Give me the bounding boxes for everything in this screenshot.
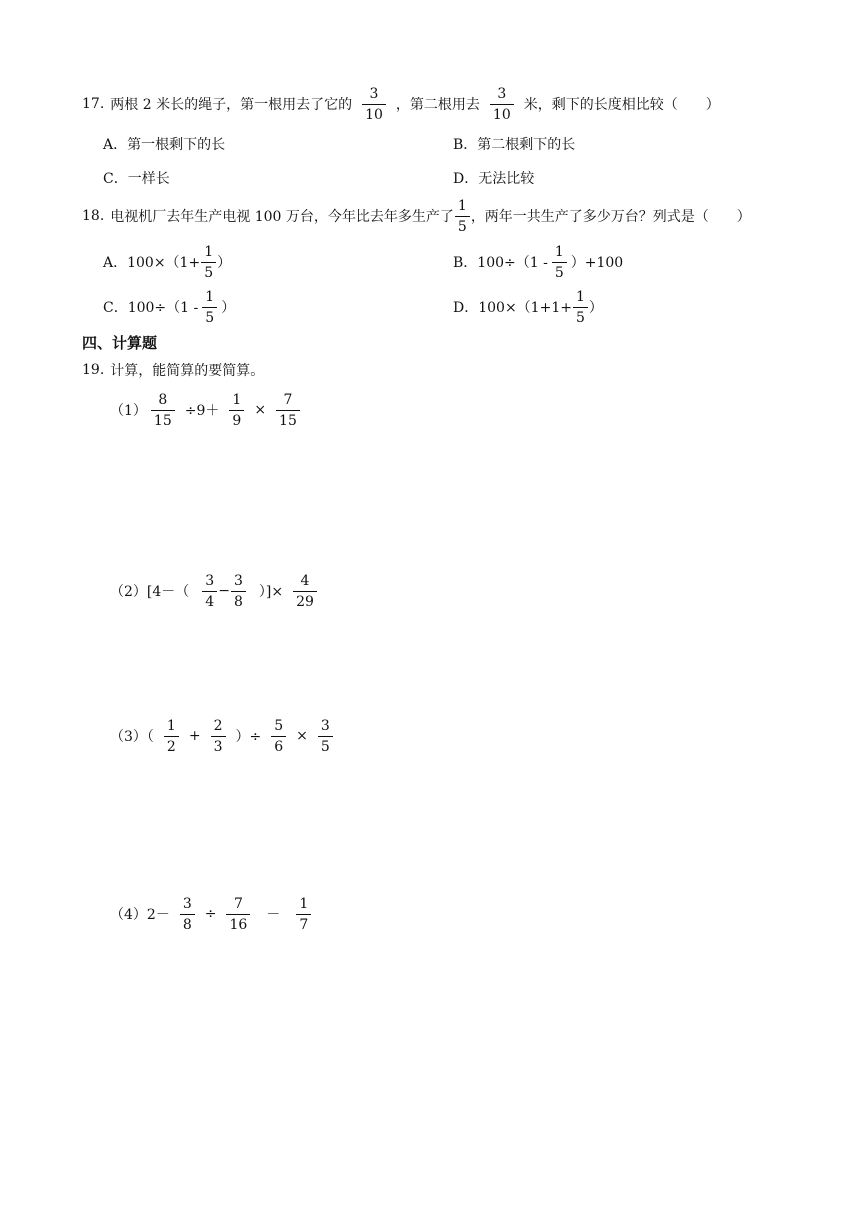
- question-18: [82, 196, 751, 236]
- fraction: $\frac{5}{6}$: [271, 719, 286, 754]
- question-number: 18.: [82, 208, 105, 224]
- fraction: $\frac{3}{4}$: [202, 574, 217, 609]
- option-d: D．100×（1+1+ $\frac{1}{5}$ ）: [453, 288, 603, 326]
- option-d: D．无法比较: [453, 171, 535, 187]
- question-text: ，第二根用去: [395, 97, 480, 113]
- fraction: $\frac{3}{8}$: [231, 574, 246, 609]
- option-b: B．100÷（1 - $\frac{1}{5}$ ）+100: [453, 243, 624, 281]
- fraction: $\frac{4}{29}$: [293, 574, 317, 609]
- fraction: $\frac{3}{10}$: [362, 87, 386, 122]
- fraction: $\frac{7}{16}$: [226, 897, 250, 932]
- section-heading: 四、计算题: [82, 334, 158, 352]
- fraction: $\frac{3}{8}$: [180, 897, 195, 932]
- fraction: $\frac{3}{10}$: [490, 87, 514, 122]
- fraction: $\frac{8}{15}$: [151, 393, 175, 428]
- problem-1: （1） $\frac{8}{15}$ ÷9＋ $\frac{1}{9}$ × $\frac{7}{15}$: [110, 390, 304, 430]
- fraction: $\frac{1}{7}$: [296, 897, 311, 932]
- fraction: $\frac{1}{5}$: [573, 290, 588, 325]
- fraction: $\frac{3}{5}$: [318, 719, 333, 754]
- fraction: $\frac{1}{5}$: [201, 245, 216, 280]
- question-17: [82, 84, 720, 124]
- fraction: $\frac{1}{5}$: [552, 245, 567, 280]
- question-number: 19.: [82, 362, 105, 378]
- problem-3: （3）（ $\frac{1}{2}$ + $\frac{2}{3}$ ）÷ $\frac{5}{6}$ × $\frac{3}{5}$: [110, 716, 337, 756]
- question-text: 电视机厂去年生产电视 100 万台，今年比去年多生产了: [110, 209, 454, 225]
- fraction: $\frac{2}{3}$: [211, 719, 226, 754]
- question-text: 计算，能简算的要简算。: [110, 363, 265, 379]
- question-text: 两根 2 米长的绳子，第一根用去了它的: [110, 97, 353, 113]
- fraction: $\frac{1}{2}$: [164, 719, 179, 754]
- option-c: C．一样长: [103, 171, 170, 187]
- fraction: $\frac{1}{5}$: [202, 290, 217, 325]
- question-text: 米，剩下的长度相比较（ ）: [523, 97, 720, 113]
- option-a: A．第一根剩下的长: [103, 137, 226, 153]
- fraction: $\frac{7}{15}$: [276, 393, 300, 428]
- option-c: C．100÷（1 - $\frac{1}{5}$ ）: [103, 288, 236, 326]
- option-b: B．第二根剩下的长: [453, 137, 576, 153]
- question-text: ，两年一共生产了多少万台？列式是（ ）: [470, 209, 751, 225]
- problem-4: （4）2－ $\frac{3}{8}$ ÷ $\frac{7}{16}$ － $\frac{1}{7}$: [110, 894, 315, 934]
- problem-2: （2）[4－（ $\frac{3}{4}$ − $\frac{3}{8}$ ）]× $\frac{4}{29}$: [110, 571, 321, 611]
- fraction: $\frac{1}{5}$: [455, 199, 470, 234]
- option-a: A．100×（1+ $\frac{1}{5}$ ）: [103, 243, 232, 281]
- question-number: 17.: [82, 96, 105, 112]
- fraction: $\frac{1}{9}$: [229, 393, 244, 428]
- question-19: [82, 350, 264, 390]
